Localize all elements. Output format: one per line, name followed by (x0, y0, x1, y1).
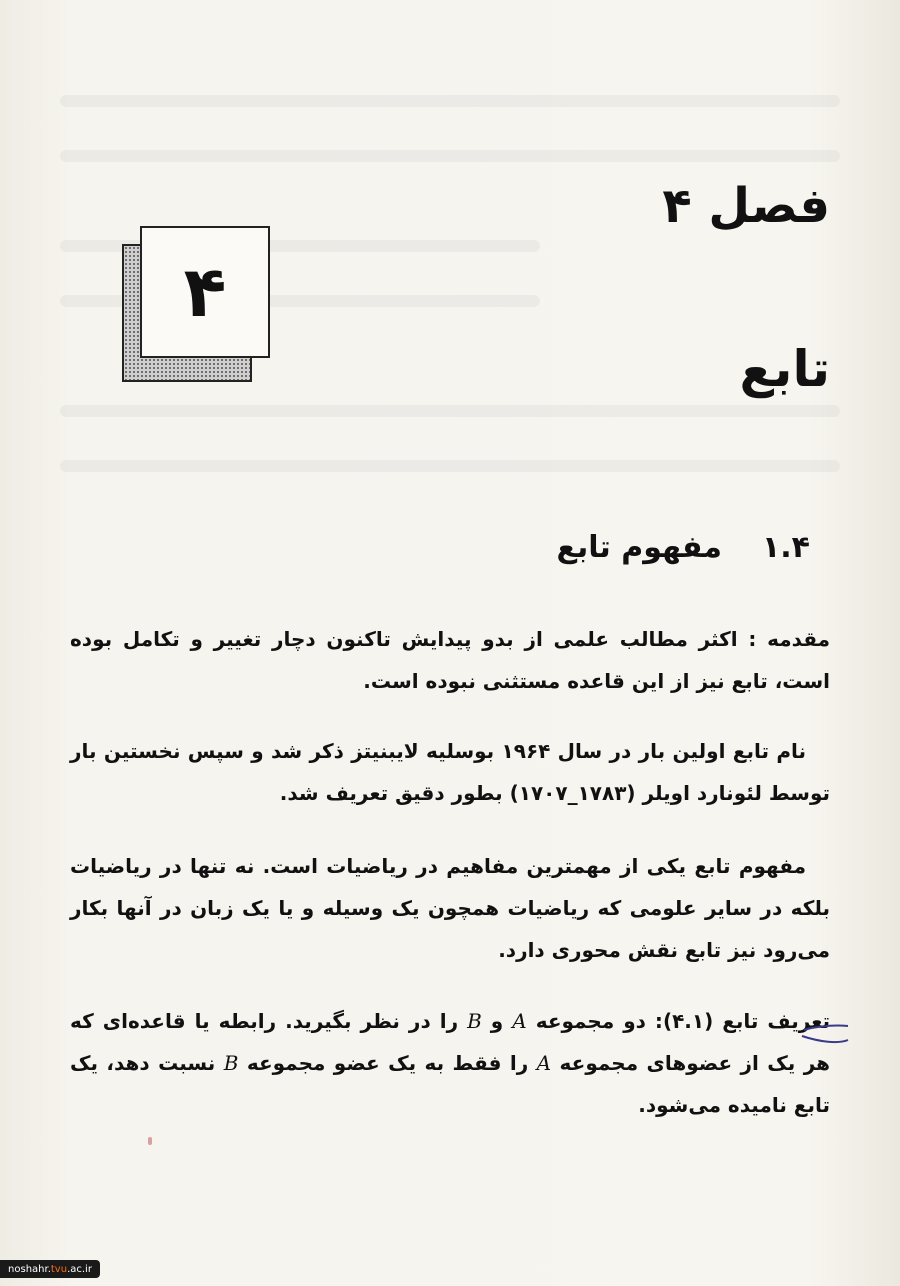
section-heading (556, 530, 810, 565)
bleed-line (60, 95, 840, 107)
definition-paragraph (70, 1000, 830, 1126)
site-suffix: .ac.ir (67, 1263, 92, 1275)
section-title: مفهوم تابع (556, 530, 722, 565)
set-a-variable: A (512, 1009, 527, 1033)
section-number: ۱.۴ (761, 530, 810, 565)
definition-text-5: نسبت دهد، یک تابع نامیده می‌شود. (70, 1051, 830, 1117)
definition-label: تعریف تابع (۴.۱) (662, 1009, 830, 1033)
website-badge (0, 1260, 100, 1278)
definition-text-3: را در نظر بگیرید. رابطه یا قاعده‌ای که هر یک از عضوهای مجموعه (70, 1009, 831, 1075)
site-prefix: noshahr. (8, 1263, 51, 1275)
bleed-line (60, 460, 840, 472)
definition-text-2: و (481, 1009, 513, 1033)
intro-paragraph (70, 618, 830, 702)
definition-text-1: : دو مجموعه (526, 1009, 663, 1033)
set-b-variable: B (467, 1009, 482, 1033)
history-paragraph: نام تابع اولین بار در سال ۱۹۶۴ بوسلیه لایبنیتز ذکر شد و سپس نخستین بار توسط لئونارد اویلر (۱۷۸۳_۱۷۰۷) بطور دقیق تعریف شد. (70, 739, 830, 805)
definition-text-4: را فقط به یک عضو مجموعه (238, 1051, 537, 1075)
intro-text: : اکثر مطالب علمی از بدو پیدایش تاکنون دچار تغییر و تکامل بوده است، تابع نیز از این قاعده مستثنی نبوده است. (70, 627, 830, 693)
intro-label: مقدمه (767, 627, 830, 651)
importance-paragraph: مفهوم تابع یکی از مهمترین مفاهیم در ریاضیات است. نه تنها در ریاضیات بلکه در سایر علومی که ریاضیات همچون یک وسیله و یا یک زبان در آنها بکار می‌رود نیز تابع نقش محوری دارد. (70, 854, 830, 962)
set-b-variable-2: B (223, 1051, 239, 1075)
ink-mark (148, 1137, 152, 1145)
set-a-variable-2: A (536, 1051, 552, 1075)
chapter-number: ۴ (140, 226, 270, 358)
bleed-line (60, 150, 840, 162)
chapter-heading: فصل ۴ (662, 178, 830, 234)
chapter-number-box (122, 226, 272, 378)
chapter-title: تابع (739, 340, 830, 398)
site-accent: tvu (50, 1263, 68, 1275)
pen-underline-scribble (800, 1022, 850, 1052)
bleed-line (60, 405, 840, 417)
